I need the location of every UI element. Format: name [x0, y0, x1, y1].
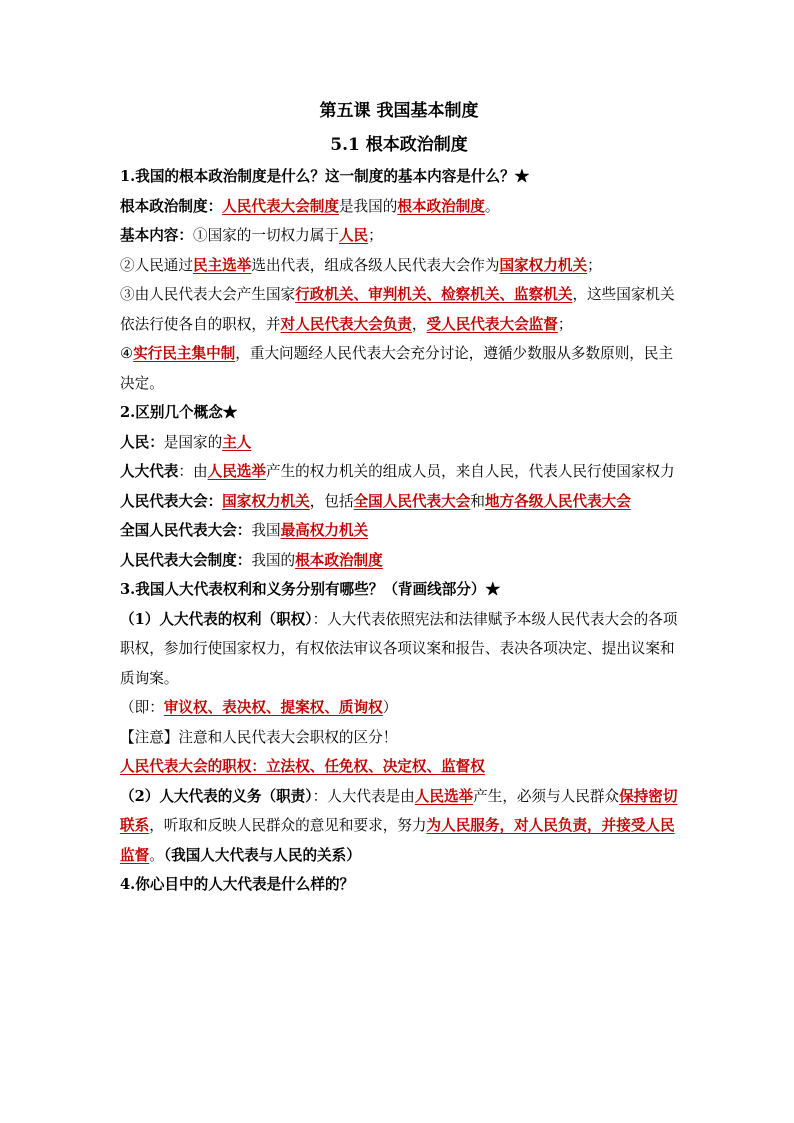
text: 是国家的	[163, 433, 223, 451]
text: ；	[368, 227, 383, 244]
q1-line-definition	[120, 192, 678, 222]
q1-line-content-4	[120, 339, 678, 398]
q3-note	[120, 723, 678, 753]
text: ①国家的一切权力属于	[192, 227, 339, 244]
text: 是我国的	[338, 197, 398, 215]
concept-people	[120, 428, 678, 458]
note: （我国人大代表与人民的关系）	[163, 846, 361, 864]
text: ④	[120, 345, 134, 362]
label: （2）人大代表的义务（职责）	[120, 787, 313, 805]
q3-heading: 3.我国人大代表权利和义务分别有哪些？（背画线部分）★	[120, 581, 501, 598]
text: ②人民通过	[120, 256, 193, 274]
highlight: 实行民主集中制	[133, 345, 236, 362]
highlight: 国家权力机关	[499, 256, 588, 274]
highlight: 地方各级人民代表大会	[484, 492, 631, 510]
text: ）	[382, 699, 398, 716]
text: 我国的	[251, 551, 296, 569]
highlight: 主人	[222, 433, 252, 451]
highlight: 人民代表大会的职权：立法权、任免权、决定权、监督权	[120, 758, 485, 775]
highlight: 最高权力机关	[280, 522, 369, 539]
label: 人大代表	[120, 463, 179, 480]
highlight: 保持密切联系	[120, 787, 678, 834]
highlight: 根本政治制度	[295, 551, 383, 569]
q1-line-content-2	[120, 251, 678, 281]
highlight: 人民	[338, 227, 369, 244]
highlight: 为人民服务，对人民负责，并接受人民监督	[120, 817, 675, 864]
concept-system	[120, 546, 678, 576]
text: 。	[149, 846, 164, 864]
concept-npc	[120, 516, 678, 546]
highlight: 人民选举	[414, 787, 474, 805]
text: ：由	[178, 463, 208, 480]
highlight: 审议权、表决权、提案权、质询权	[163, 699, 383, 716]
highlight: 行政机关、审判机关、检察机关、监察机关	[295, 286, 573, 303]
text: 产生的权力机关的组成人员，来自人民，代表人民行使国家权力	[265, 463, 675, 480]
section-title: 5.1 根本政治制度	[330, 135, 468, 155]
text: ，重大问题经人民代表大会充分讨论，遵循少数服从多数原则，民主决定。	[120, 345, 674, 392]
label: （1）人大代表的权利（职权）	[120, 610, 313, 628]
highlight: 人民代表大会制度	[222, 197, 339, 215]
concept-deputy	[120, 457, 678, 487]
q3-rights	[120, 605, 678, 694]
label: 根本政治制度：	[120, 197, 223, 215]
highlight: 人民选举	[207, 463, 266, 480]
label: 基本内容：	[120, 227, 193, 244]
label: 人民：	[120, 433, 164, 451]
text: 选出代表，组成各级人民代表大会作为	[251, 256, 500, 274]
q1-line-content-1	[120, 221, 678, 251]
text: 【注意】注意和人民代表大会职权的区分！	[120, 728, 398, 746]
text: ，包括	[309, 492, 354, 510]
highlight: 根本政治制度	[397, 197, 485, 215]
text: 和	[470, 492, 485, 510]
label: 人民代表大会：	[120, 492, 223, 510]
highlight: 受人民代表大会监督	[426, 315, 558, 333]
label: 人民代表大会制度：	[120, 551, 252, 569]
text: ，	[411, 315, 427, 333]
q1-line-content-3	[120, 280, 678, 339]
text: ③由人民代表大会产生国家	[120, 286, 296, 303]
highlight: 全国人民代表大会	[353, 492, 471, 510]
q3-rights-summary	[120, 693, 678, 723]
q4-heading: 4.你心目中的人大代表是什么样的？	[120, 876, 355, 893]
label: 全国人民代表大会：	[120, 522, 252, 539]
highlight: 国家权力机关	[222, 492, 310, 510]
q1-heading: 1.我国的根本政治制度是什么？这一制度的基本内容是什么？★	[120, 168, 530, 185]
text: 产生，必须与人民群众	[473, 787, 620, 805]
concept-congress	[120, 487, 678, 517]
text: ；	[587, 256, 602, 274]
text: ；	[557, 315, 573, 333]
highlight: 民主选举	[192, 256, 252, 274]
document-body	[120, 95, 678, 900]
text: 。	[484, 197, 500, 215]
q3-congress-powers	[120, 752, 678, 782]
highlight: 对人民代表大会负责	[280, 315, 412, 333]
lesson-title: 第五课 我国基本制度	[319, 101, 479, 121]
q3-duties	[120, 782, 678, 871]
text: 我国	[251, 522, 281, 539]
text: ：人大代表依照宪法和法律赋予本级人民代表大会的各项职权，参加行使国家权力，有权依法审议各项议案和报告、表决各项决定、提出议案和质询案。	[120, 610, 678, 687]
text: ，听取和反映人民群众的意见和要求，努力	[149, 817, 427, 834]
text: ：人大代表是由	[312, 787, 415, 805]
text: （即：	[120, 699, 164, 716]
text: ，这些国家机关依法行使各自的职权，并	[120, 286, 675, 333]
q2-heading: 2.区别几个概念★	[120, 404, 238, 421]
